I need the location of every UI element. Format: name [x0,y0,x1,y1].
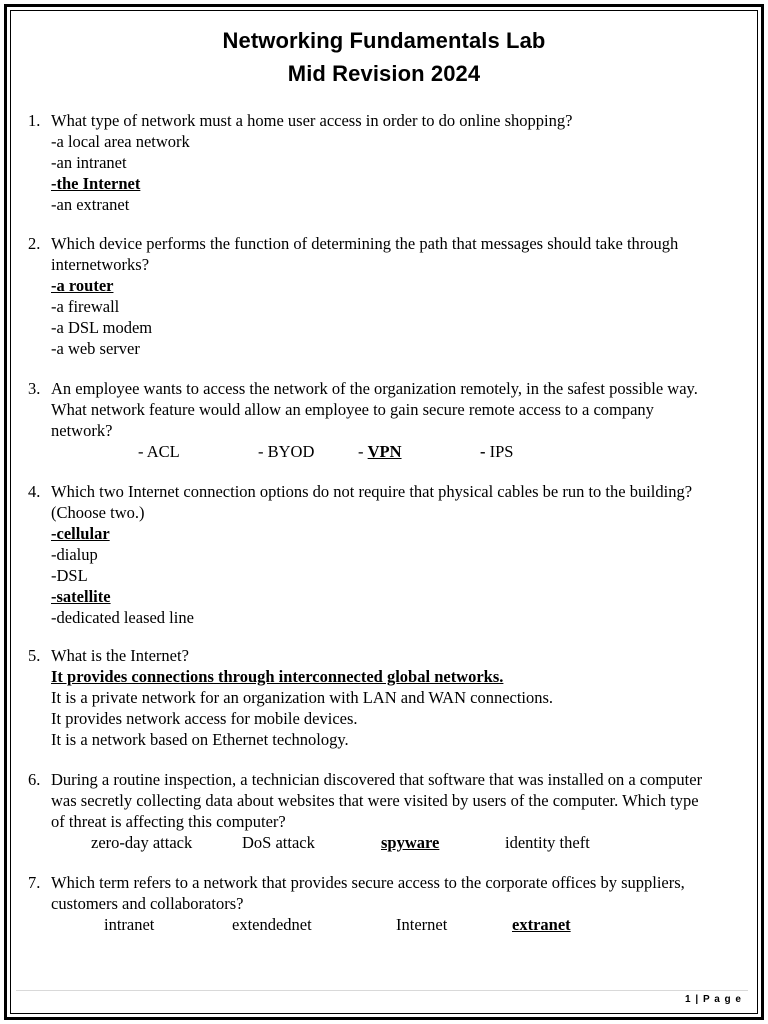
page-label: P a g e [702,994,742,1005]
answer-option: - IPS [480,442,514,461]
answer-option: -an extranet [51,195,130,214]
footer-divider [16,990,748,991]
answer-option: zero-day attack [91,833,193,852]
inline-answer-options [51,441,748,462]
question-text: (Choose two.) [51,503,145,522]
question-text: What is the Internet? [51,646,189,665]
question-text: An employee wants to access the network of the organization remotely, in the safest possible way. [51,379,698,398]
answer-option: It is a private network for an organization with LAN and WAN connections. [51,688,554,707]
footer-separator: | [691,994,703,1005]
answer-option: -a firewall [51,297,120,316]
document-subtitle: Mid Revision 2024 [287,61,481,86]
question-1 [28,110,748,215]
answer-option: intranet [104,915,155,934]
question-number: 6. [28,770,41,789]
correct-answer-option: -cellular [51,524,110,543]
document-title: Networking Fundamentals Lab [222,28,546,53]
answer-option: - ACL [138,442,180,461]
question-text: was secretly collecting data about websites that were visited by users of the computer. Which type [51,791,699,810]
answer-option: It provides network access for mobile devices. [51,709,358,728]
question-4 [28,481,748,628]
question-5 [28,645,748,750]
question-text: customers and collaborators? [51,894,244,913]
question-text: What network feature would allow an employee to gain secure remote access to a company [51,400,654,419]
question-number: 1. [28,111,41,130]
question-3 [28,378,748,462]
answer-option: identity theft [505,833,590,852]
answer-option: -a DSL modem [51,318,153,337]
answer-option: It is a network based on Ethernet technology. [51,730,349,749]
correct-answer-option: - VPN [358,442,402,461]
question-number: 3. [28,379,41,398]
answer-option: -a local area network [51,132,190,151]
answer-option: -an intranet [51,153,127,172]
correct-answer-option: It provides connections through interconnected global networks. [51,667,504,686]
question-number: 7. [28,873,41,892]
answer-option: - BYOD [258,442,315,461]
answer-option: -dialup [51,545,98,564]
question-text: internetworks? [51,255,150,274]
question-number: 2. [28,234,41,253]
correct-answer-option: -a router [51,276,114,295]
question-text: Which device performs the function of determining the path that messages should take through [51,234,679,253]
question-text: Which two Internet connection options do not require that physical cables be run to the building? [51,482,693,501]
question-text: Which term refers to a network that provides secure access to the corporate offices by suppliers, [51,873,685,892]
correct-answer-option: spyware [381,833,440,852]
question-number: 4. [28,482,41,501]
question-number: 5. [28,646,41,665]
answer-option: -a web server [51,339,140,358]
question-text: network? [51,421,113,440]
inline-answer-options [51,914,748,935]
answer-option: DoS attack [242,833,315,852]
question-7 [28,872,748,935]
page-footer [685,994,742,1005]
answer-option: Internet [396,915,448,934]
answer-option: -DSL [51,566,88,585]
question-text: During a routine inspection, a technician discovered that software that was installed on a computer [51,770,703,789]
answer-option: -dedicated leased line [51,608,194,627]
page-number: 1 [685,994,692,1005]
correct-answer-option: extranet [512,915,571,934]
question-text: of threat is affecting this computer? [51,812,286,831]
question-text: What type of network must a home user access in order to do online shopping? [51,111,573,130]
correct-answer-option: -the Internet [51,174,141,193]
answer-option: extendednet [232,915,312,934]
correct-answer-option: -satellite [51,587,111,606]
question-6 [28,769,748,853]
inline-answer-options [51,832,748,853]
question-2 [28,233,748,359]
